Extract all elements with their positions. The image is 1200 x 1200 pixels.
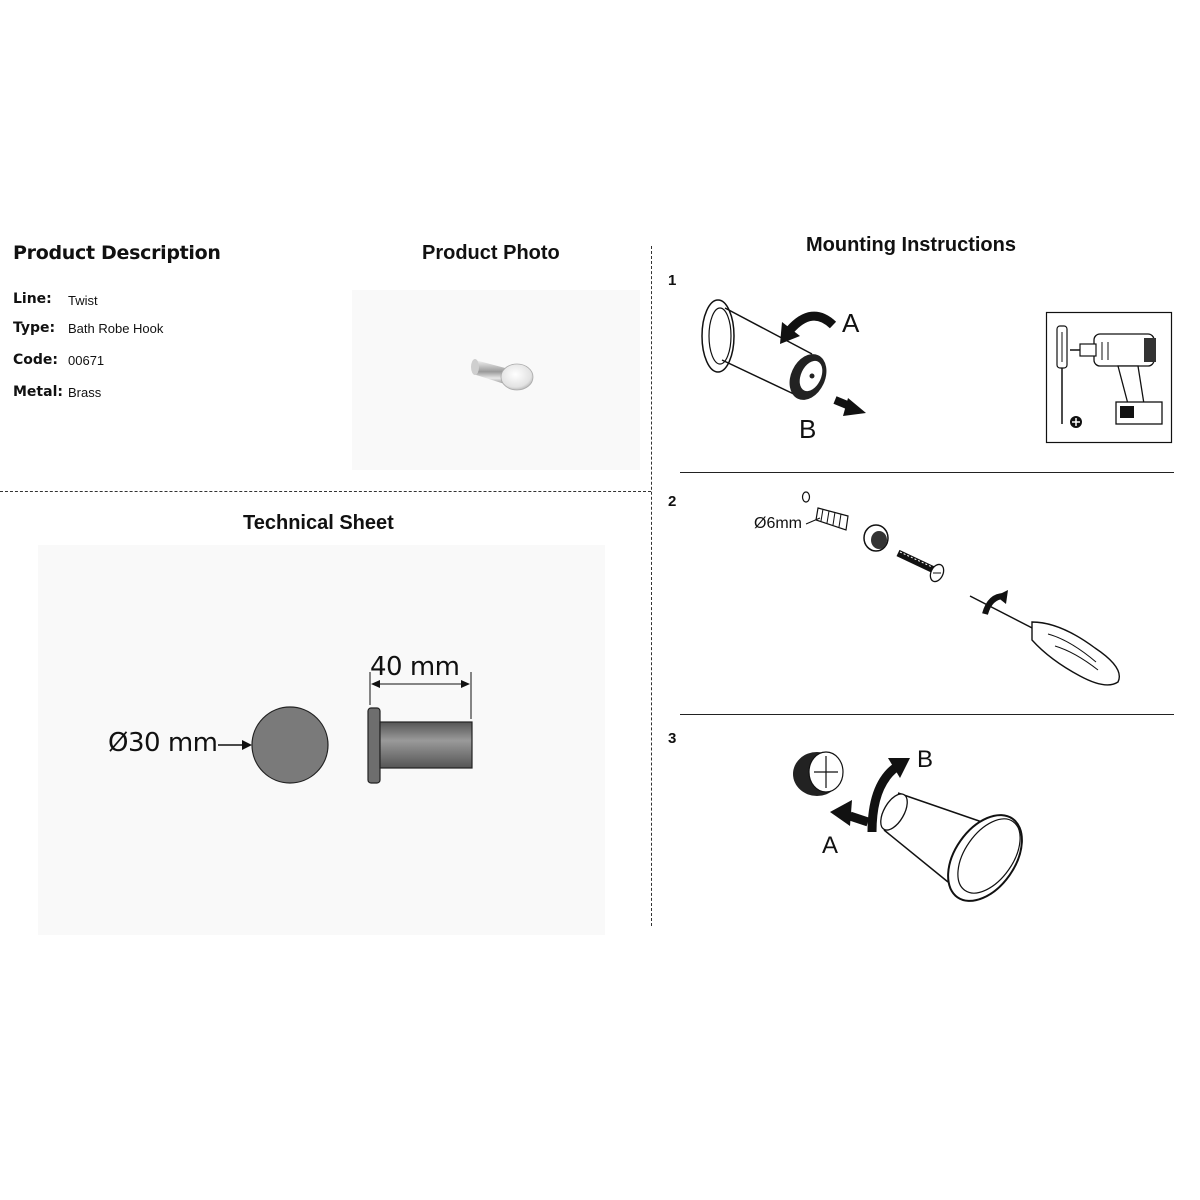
metal-value: Brass bbox=[68, 385, 102, 400]
type-value: Bath Robe Hook bbox=[68, 321, 164, 336]
step-1-label-a: A bbox=[842, 308, 860, 338]
step-3-label-b: B bbox=[917, 746, 934, 773]
line-label: Line: bbox=[13, 291, 52, 307]
step-3-number: 3 bbox=[668, 730, 677, 747]
product-description-heading: Product Description bbox=[13, 242, 221, 264]
product-photo-heading: Product Photo bbox=[422, 242, 560, 264]
step-1-label-b: B bbox=[799, 414, 817, 444]
code-label: Code: bbox=[13, 352, 59, 368]
length-label: 40 mm bbox=[370, 652, 460, 682]
line-value: Twist bbox=[68, 293, 98, 308]
mounting-instructions-heading: Mounting Instructions bbox=[806, 234, 1016, 256]
diameter-label: Ø30 mm bbox=[108, 728, 218, 758]
technical-sheet-heading: Technical Sheet bbox=[243, 512, 394, 534]
type-label: Type: bbox=[13, 320, 56, 336]
step-1-number: 1 bbox=[668, 272, 677, 289]
metal-label: Metal: bbox=[13, 384, 63, 400]
step-2-label-diameter: Ø6mm bbox=[754, 515, 802, 532]
code-value: 00671 bbox=[68, 353, 105, 368]
step-3-label-a: A bbox=[822, 832, 839, 859]
step-2-number: 2 bbox=[668, 493, 677, 510]
